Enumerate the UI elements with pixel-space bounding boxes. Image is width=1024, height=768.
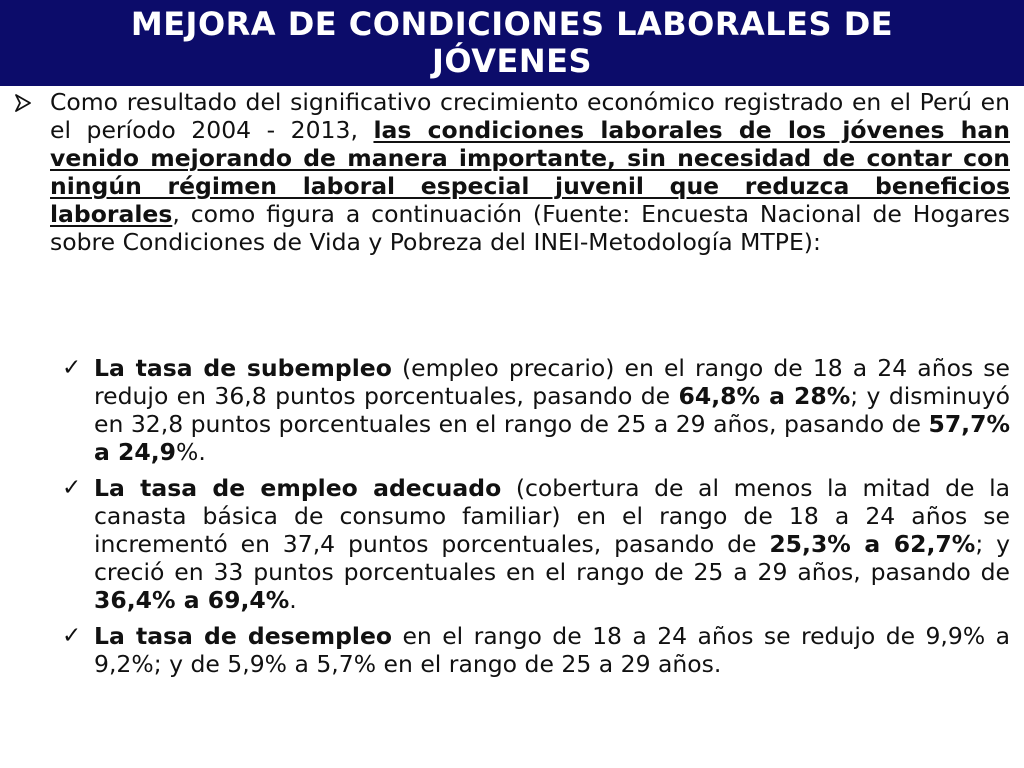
intro-text-before: Como resultado del significativo crecimiento económico registrado en el Perú en el período 2004 - 2013, bbox=[50, 88, 1010, 144]
item-bold-1: 25,3% a 62,7% bbox=[769, 530, 976, 558]
item-lead: La tasa de empleo adecuado bbox=[94, 474, 502, 502]
slide-title-line-1: MEJORA DE CONDICIONES LABORALES DE bbox=[130, 5, 894, 43]
checkmark-icon: ✓ bbox=[62, 355, 82, 381]
list-item-desempleo bbox=[62, 622, 1010, 678]
list-item-empleo-adecuado bbox=[62, 474, 1010, 614]
checkmark-icon: ✓ bbox=[62, 623, 82, 649]
item-text-1: (empleo precario) en el rango de 18 a 24 años se redujo en 36,8 puntos porcentuales, pasando de bbox=[94, 354, 1010, 410]
intro-paragraph bbox=[50, 88, 1010, 256]
item-text-3: %. bbox=[176, 438, 206, 466]
item-text-2: ; y disminuyó en 32,8 puntos porcentuales en el rango de 25 a 29 años, pasando de bbox=[94, 382, 1011, 438]
item-bold-2: 57,7% a 24,9 bbox=[94, 410, 1010, 466]
item-bold-2: 36,4% a 69,4% bbox=[94, 586, 290, 614]
item-bold-1: 64,8% a 28% bbox=[678, 382, 851, 410]
intro-text-after: , como figura a continuación (Fuente: Encuesta Nacional de Hogares sobre Condiciones de Vida y Pobreza del INEI-Metodología MTPE): bbox=[50, 200, 1010, 256]
list-item-text bbox=[94, 354, 1010, 466]
intro-bullet bbox=[14, 88, 1010, 256]
arrow-bullet-icon bbox=[14, 94, 32, 112]
item-text-2: ; y creció en 33 puntos porcentuales en el rango de 25 a 29 años, pasando de bbox=[94, 530, 1010, 586]
checkmark-icon: ✓ bbox=[62, 475, 82, 501]
list-item-text bbox=[94, 474, 1010, 614]
indicator-list bbox=[62, 354, 1010, 686]
item-lead: La tasa de subempleo bbox=[94, 354, 392, 382]
item-text-1: (cobertura de al menos la mitad de la canasta básica de consumo familiar) en el rango de 18 a 24 años se incrementó en 37,4 puntos porcentuales, pasando de bbox=[94, 474, 1010, 558]
slide-title bbox=[111, 6, 913, 80]
item-lead: La tasa de desempleo bbox=[94, 622, 393, 650]
list-item-text bbox=[94, 622, 1010, 678]
list-item-subempleo bbox=[62, 354, 1010, 466]
item-text-3: . bbox=[289, 586, 297, 614]
intro-emphasis: las condiciones laborales de los jóvenes han venido mejorando de manera importante, sin necesidad de contar con ningún régimen laboral especial juvenil que reduzca beneficios laborales bbox=[50, 116, 1010, 228]
title-bar bbox=[0, 0, 1024, 86]
slide-title-line-2: JÓVENES bbox=[431, 42, 593, 80]
item-text-1: en el rango de 18 a 24 años se redujo de 9,9% a 9,2%; y de 5,9% a 5,7% en el rango de 25 a 29 años. bbox=[94, 622, 1010, 678]
